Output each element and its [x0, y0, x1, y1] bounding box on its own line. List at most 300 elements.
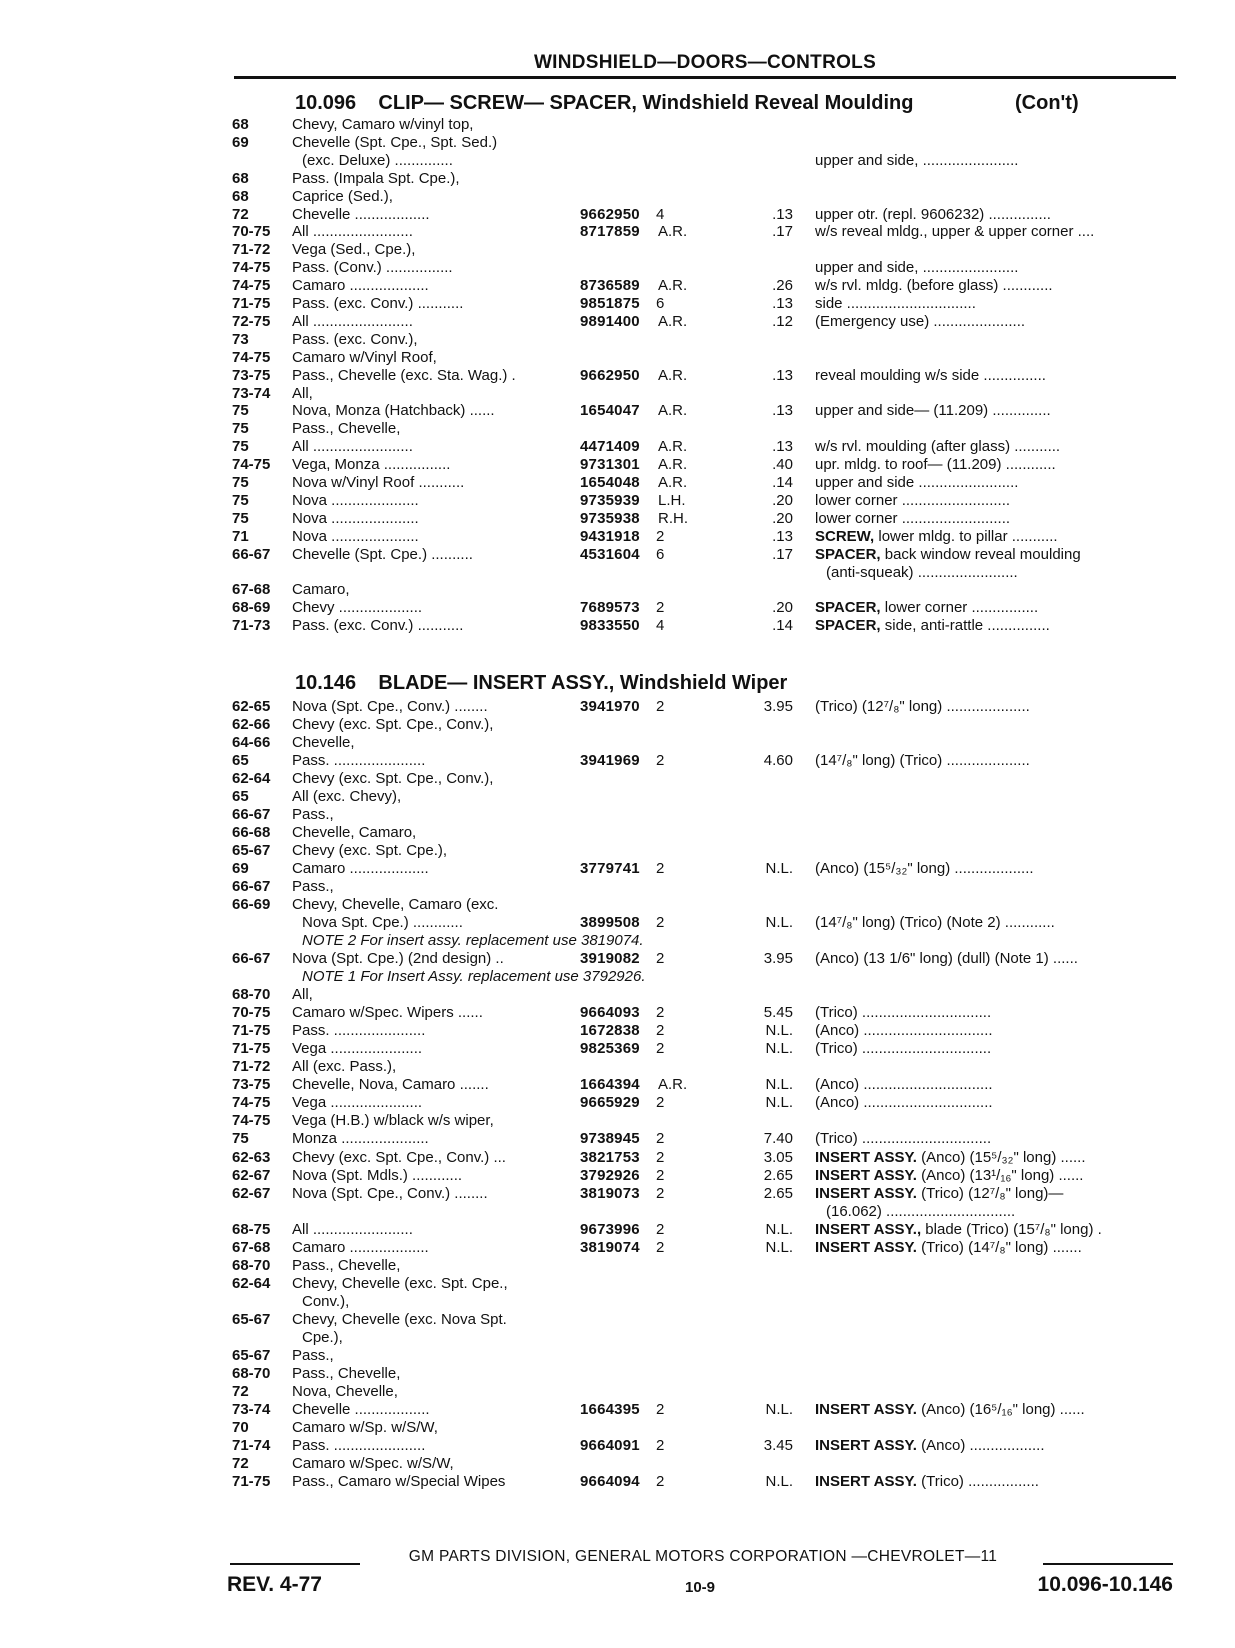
model-year: 66-67: [232, 878, 271, 896]
part-number: 4531604: [580, 545, 640, 563]
quantity: 4: [656, 617, 665, 635]
model-year: 71-75: [232, 1022, 271, 1040]
description: upper and side ........................: [815, 474, 1019, 491]
component-keyword: INSERT ASSY.: [815, 1472, 917, 1490]
table-row: [0, 1347, 1235, 1366]
quantity: 2: [656, 1166, 665, 1184]
table-row: [0, 1022, 1235, 1041]
application: Nova .....................: [292, 509, 419, 527]
part-number: 9673996: [580, 1220, 640, 1238]
quantity: R.H.: [658, 509, 688, 527]
table-row: [0, 824, 1235, 843]
table-row: [0, 770, 1235, 789]
application: Chevelle (Spt. Cpe.) ..........: [292, 545, 473, 563]
model-year: 65: [232, 788, 249, 806]
description: INSERT ASSY., blade (Trico) (15⁷/₈" long) .: [815, 1220, 1102, 1238]
quantity: 2: [656, 914, 665, 932]
description: w/s reveal mldg., upper & upper corner ....: [815, 223, 1095, 241]
application: Chevy (exc. Spt. Cpe., Conv.) ...: [292, 1148, 506, 1166]
section-range: 10.096-10.146: [1037, 1573, 1173, 1596]
price: .12: [772, 312, 793, 330]
table-row: [0, 1094, 1235, 1113]
price: .13: [772, 402, 793, 420]
description: SCREW, lower mldg. to pillar ...........: [815, 527, 1058, 545]
model-year: 71-75: [232, 1040, 271, 1058]
table-row: [0, 402, 1235, 421]
table-row: [0, 134, 1235, 153]
price: 3.95: [763, 950, 793, 968]
part-number: 1664395: [580, 1400, 640, 1418]
part-number: 9735939: [580, 491, 640, 509]
quantity: 2: [656, 1040, 665, 1058]
model-year: 66-67: [232, 545, 271, 563]
quantity: 2: [656, 752, 665, 770]
price: N.L.: [765, 860, 793, 878]
table-row: [0, 474, 1235, 493]
table-row: [0, 1112, 1235, 1131]
table-row: [0, 420, 1235, 439]
model-year: 71: [232, 527, 249, 545]
application: (exc. Deluxe) ..............: [302, 151, 453, 169]
model-year: 66-68: [232, 824, 271, 842]
price: .20: [772, 599, 793, 617]
description: INSERT ASSY. (Anco) (13¹/₁₆" long) ......: [815, 1166, 1084, 1184]
description: (anti-squeak) ........................: [826, 563, 1018, 581]
description: reveal moulding w/s side ...............: [815, 366, 1046, 384]
application: Chevelle ..................: [292, 1400, 430, 1418]
quantity: A.R.: [658, 474, 688, 491]
application: Vega (H.B.) w/black w/s wiper,: [292, 1112, 494, 1130]
table-row: [0, 188, 1235, 207]
component-keyword: INSERT ASSY.: [815, 1436, 917, 1454]
application: Chevelle (Spt. Cpe., Spt. Sed.): [292, 133, 498, 151]
application: All,: [292, 384, 313, 402]
table-row: [0, 1004, 1235, 1023]
section-number: 10.096: [295, 92, 357, 114]
table-row: [0, 914, 1235, 933]
table-row: [0, 1365, 1235, 1384]
table-row: [0, 1239, 1235, 1258]
model-year: 65-67: [232, 842, 271, 860]
application: Nova (Spt. Cpe., Conv.) ........: [292, 698, 488, 715]
quantity: 2: [656, 1436, 665, 1454]
price: 3.95: [763, 698, 793, 715]
price: .13: [772, 527, 793, 545]
page-number: 10-9: [684, 1579, 716, 1596]
model-year: 71-73: [232, 617, 271, 635]
application: Camaro ...................: [292, 1238, 429, 1256]
header-rule: [234, 76, 1176, 79]
quantity: 6: [656, 545, 665, 563]
part-number: 3919082: [580, 950, 640, 968]
model-year: 71-72: [232, 1058, 271, 1076]
table-row: [0, 206, 1235, 225]
table-row: [0, 1185, 1235, 1204]
table-row: [0, 1455, 1235, 1474]
component-keyword: SPACER,: [815, 617, 881, 635]
price: N.L.: [765, 1220, 793, 1238]
table-row: [0, 152, 1235, 171]
footer-rule-right: [1043, 1563, 1173, 1565]
price: N.L.: [765, 1238, 793, 1256]
section-continued-label: (Con't): [1015, 92, 1079, 114]
model-year: 67-68: [232, 1238, 271, 1256]
description: (Anco) (13 1/6" long) (dull) (Note 1) ......: [815, 950, 1078, 968]
table-row: [0, 295, 1235, 314]
part-number: 1672838: [580, 1022, 640, 1040]
application: Pass., Chevelle,: [292, 1256, 401, 1274]
quantity: A.R.: [658, 438, 688, 456]
application: Nova Spt. Cpe.) ............: [302, 914, 463, 932]
application: Camaro,: [292, 581, 350, 599]
component-keyword: INSERT ASSY.: [815, 1148, 917, 1166]
part-number: 9851875: [580, 295, 640, 312]
model-year: 75: [232, 1130, 249, 1148]
application: Pass.,: [292, 806, 334, 824]
table-row: [0, 385, 1235, 404]
part-number: 7689573: [580, 599, 640, 617]
table-row: [0, 1473, 1235, 1492]
table-row: [0, 1329, 1235, 1348]
page-header: WINDSHIELD—DOORS—CONTROLS: [533, 52, 877, 73]
table-row: [0, 1419, 1235, 1438]
table-row: [0, 241, 1235, 260]
description: w/s rvl. moulding (after glass) ...........: [815, 438, 1061, 456]
application: Chevy ....................: [292, 599, 423, 617]
model-year: 75: [232, 438, 249, 456]
application: Pass. ......................: [292, 1022, 426, 1040]
application: Nova (Spt. Mdls.) ............: [292, 1166, 463, 1184]
application: Camaro w/Spec. w/S/W,: [292, 1454, 454, 1472]
table-row: [0, 438, 1235, 457]
application: Chevelle, Nova, Camaro .......: [292, 1076, 489, 1094]
model-year: 68: [232, 169, 249, 187]
model-year: 62-64: [232, 1274, 271, 1292]
quantity: A.R.: [658, 223, 688, 241]
description: INSERT ASSY. (Anco) (16⁵/₁₆" long) ......: [815, 1400, 1085, 1418]
description: INSERT ASSY. (Trico) (14⁷/₈" long) .......: [815, 1238, 1082, 1256]
application: Pass. (exc. Conv.),: [292, 330, 418, 348]
application: Camaro ...................: [292, 277, 429, 295]
table-row: [0, 734, 1235, 753]
table-row: [0, 546, 1235, 565]
price: .13: [772, 295, 793, 312]
revision-label: REV. 4-77: [227, 1573, 322, 1596]
part-number: 9735938: [580, 509, 640, 527]
part-number: 9662950: [580, 366, 640, 384]
table-row: [0, 456, 1235, 475]
description: SPACER, side, anti-rattle ...............: [815, 617, 1050, 635]
price: N.L.: [765, 1040, 793, 1058]
part-number: 4471409: [580, 438, 640, 456]
model-year: 71-74: [232, 1436, 271, 1454]
application: All ........................: [292, 438, 413, 456]
application: All ........................: [292, 312, 413, 330]
price: .20: [772, 491, 793, 509]
model-year: 62-67: [232, 1166, 271, 1184]
table-row: [0, 1149, 1235, 1168]
component-keyword: SCREW,: [815, 527, 875, 545]
description: (Trico) ...............................: [815, 1004, 992, 1022]
application: Camaro w/Spec. Wipers ......: [292, 1004, 483, 1022]
quantity: 2: [656, 1184, 665, 1202]
model-year: 69: [232, 133, 249, 151]
table-row: [0, 116, 1235, 135]
application: Chevy, Camaro w/vinyl top,: [292, 116, 474, 133]
table-row: [0, 349, 1235, 368]
part-number: 3819073: [580, 1184, 640, 1202]
quantity: A.R.: [658, 1076, 688, 1094]
model-year: 62-63: [232, 1148, 271, 1166]
description: SPACER, back window reveal moulding: [815, 545, 1081, 563]
table-row: [0, 528, 1235, 547]
application: Camaro w/Vinyl Roof,: [292, 348, 437, 366]
part-number: 3941969: [580, 752, 640, 770]
model-year: 74-75: [232, 456, 271, 474]
description: w/s rvl. mldg. (before glass) ............: [815, 277, 1053, 295]
table-row: [0, 1293, 1235, 1312]
application: Chevy, Chevelle (exc. Spt. Cpe.,: [292, 1274, 508, 1292]
table-row: [0, 259, 1235, 278]
application: Monza .....................: [292, 1130, 429, 1148]
quantity: 2: [656, 1022, 665, 1040]
table-row: [0, 223, 1235, 242]
application: Pass. (Impala Spt. Cpe.),: [292, 169, 460, 187]
description: (Anco) ...............................: [815, 1094, 993, 1112]
description: (Anco) ...............................: [815, 1076, 993, 1094]
model-year: 62-67: [232, 1184, 271, 1202]
description: INSERT ASSY. (Anco) ..................: [815, 1436, 1045, 1454]
section-number: 10.146: [295, 672, 357, 694]
quantity: 2: [656, 698, 665, 715]
model-year: 65-67: [232, 1346, 271, 1364]
table-row: [0, 367, 1235, 386]
component-keyword: INSERT ASSY.,: [815, 1220, 922, 1238]
table-row: [0, 986, 1235, 1005]
model-year: 66-69: [232, 896, 271, 914]
description: (Anco) (15⁵/₃₂" long) ...................: [815, 860, 1034, 878]
description: (16.062) ...............................: [826, 1202, 1016, 1220]
description: lower corner ..........................: [815, 491, 1011, 509]
quantity: 6: [656, 295, 665, 312]
price: 5.45: [763, 1004, 793, 1022]
application: Chevy, Chevelle (exc. Nova Spt.: [292, 1310, 507, 1328]
application: Pass., Camaro w/Special Wipes: [292, 1472, 506, 1490]
part-number: 9664094: [580, 1472, 640, 1490]
description: (14⁷/₈" long) (Trico) ....................: [815, 752, 1030, 770]
part-number: 3821753: [580, 1148, 640, 1166]
model-year: 73-74: [232, 384, 271, 402]
part-number: 9665929: [580, 1094, 640, 1112]
price: N.L.: [765, 1094, 793, 1112]
application: Chevy (exc. Spt. Cpe., Conv.),: [292, 770, 494, 788]
table-row: [0, 1058, 1235, 1077]
model-year: 74-75: [232, 277, 271, 295]
part-number: 1654048: [580, 474, 640, 491]
footer-rule-left: [230, 1563, 360, 1565]
quantity: 2: [656, 1400, 665, 1418]
price: N.L.: [765, 1472, 793, 1490]
model-year: 62-64: [232, 770, 271, 788]
description: INSERT ASSY. (Trico) .................: [815, 1472, 1039, 1490]
application: Nova (Spt. Cpe.) (2nd design) ..: [292, 950, 504, 968]
model-year: 68-75: [232, 1220, 271, 1238]
application: Pass. ......................: [292, 1436, 426, 1454]
model-year: 64-66: [232, 734, 271, 752]
table-row: [0, 1130, 1235, 1149]
table-row: [0, 170, 1235, 189]
table-row: [0, 331, 1235, 350]
component-keyword: INSERT ASSY.: [815, 1166, 917, 1184]
model-year: 65: [232, 752, 249, 770]
application: All ........................: [292, 1220, 413, 1238]
table-row: [0, 1311, 1235, 1330]
component-keyword: INSERT ASSY.: [815, 1238, 917, 1256]
footer-publisher: GM PARTS DIVISION, GENERAL MOTORS CORPORATION —CHEVROLET—11: [408, 1548, 998, 1565]
table-row: [0, 1040, 1235, 1059]
application: Chevy, Chevelle, Camaro (exc.: [292, 896, 499, 914]
component-keyword: INSERT ASSY.: [815, 1184, 917, 1202]
application: All (exc. Pass.),: [292, 1058, 397, 1076]
application: Pass. (exc. Conv.) ...........: [292, 295, 464, 312]
model-year: 68-70: [232, 1364, 271, 1382]
description: upper and side, .......................: [815, 151, 1019, 169]
quantity: A.R.: [658, 312, 688, 330]
application: Nova, Chevelle,: [292, 1382, 398, 1400]
quantity: A.R.: [658, 456, 688, 474]
model-year: 70-75: [232, 223, 271, 241]
model-year: 73-75: [232, 366, 271, 384]
application: All ........................: [292, 223, 413, 241]
application: Pass. (exc. Conv.) ...........: [292, 617, 464, 635]
quantity: 2: [656, 527, 665, 545]
part-number: 9731301: [580, 456, 640, 474]
price: .40: [772, 456, 793, 474]
model-year: 68-70: [232, 1256, 271, 1274]
table-row: [0, 492, 1235, 511]
model-year: 70-75: [232, 1004, 271, 1022]
table-row: [0, 1437, 1235, 1456]
quantity: 2: [656, 1094, 665, 1112]
table-row: [0, 806, 1235, 825]
description: lower corner ..........................: [815, 509, 1011, 527]
table-row: [0, 1275, 1235, 1294]
quantity: 2: [656, 1238, 665, 1256]
table-row: [0, 752, 1235, 771]
quantity: 4: [656, 205, 665, 223]
model-year: 72-75: [232, 312, 271, 330]
price: .26: [772, 277, 793, 295]
model-year: 66-67: [232, 950, 271, 968]
part-number: 8736589: [580, 277, 640, 295]
quantity: 2: [656, 950, 665, 968]
application: Chevy (exc. Spt. Cpe., Conv.),: [292, 716, 494, 734]
model-year: 71-72: [232, 241, 271, 259]
application: Pass., Chevelle,: [292, 1364, 401, 1382]
model-year: 70: [232, 1418, 249, 1436]
description: (Trico) ...............................: [815, 1040, 992, 1058]
application: Caprice (Sed.),: [292, 187, 393, 205]
table-row: [0, 896, 1235, 915]
part-number: 9833550: [580, 617, 640, 635]
model-year: 62-65: [232, 698, 271, 715]
price: .13: [772, 438, 793, 456]
part-number: 9738945: [580, 1130, 640, 1148]
quantity: A.R.: [658, 402, 688, 420]
table-row: [0, 1203, 1235, 1222]
model-year: 66-67: [232, 806, 271, 824]
part-number: 3941970: [580, 698, 640, 715]
table-row: [0, 932, 1235, 951]
table-row: [0, 1401, 1235, 1420]
description: (14⁷/₈" long) (Trico) (Note 2) ............: [815, 914, 1055, 932]
table-row: [0, 510, 1235, 529]
model-year: 72: [232, 1454, 249, 1472]
quantity: A.R.: [658, 277, 688, 295]
application: NOTE 1 For Insert Assy. replacement use 3792926.: [302, 968, 646, 986]
price: 2.65: [763, 1166, 793, 1184]
description: (Trico) (12⁷/₈" long) ....................: [815, 698, 1030, 715]
application: Chevelle ..................: [292, 205, 430, 223]
model-year: 75: [232, 402, 249, 420]
price: 2.65: [763, 1184, 793, 1202]
price: .13: [772, 366, 793, 384]
application: Camaro ...................: [292, 860, 429, 878]
section-heading: CLIP— SCREW— SPACER, Windshield Reveal Moulding: [378, 92, 914, 114]
part-number: 3779741: [580, 860, 640, 878]
quantity: 2: [656, 599, 665, 617]
part-number: 1664394: [580, 1076, 640, 1094]
part-number: 3792926: [580, 1166, 640, 1184]
model-year: 74-75: [232, 1094, 271, 1112]
quantity: A.R.: [658, 366, 688, 384]
model-year: 71-75: [232, 1472, 271, 1490]
model-year: 74-75: [232, 259, 271, 277]
price: N.L.: [765, 914, 793, 932]
table-row: [0, 313, 1235, 332]
table-row: [0, 698, 1235, 717]
table-row: [0, 564, 1235, 583]
model-year: 75: [232, 474, 249, 491]
price: .14: [772, 617, 793, 635]
description: upper otr. (repl. 9606232) ...............: [815, 205, 1051, 223]
price: 7.40: [763, 1130, 793, 1148]
application: Chevelle, Camaro,: [292, 824, 417, 842]
price: N.L.: [765, 1022, 793, 1040]
part-number: 9662950: [580, 205, 640, 223]
description: INSERT ASSY. (Trico) (12⁷/₈" long)—: [815, 1184, 1064, 1202]
model-year: 68-70: [232, 986, 271, 1004]
price: .20: [772, 509, 793, 527]
quantity: 2: [656, 1148, 665, 1166]
table-row: [0, 878, 1235, 897]
description: upper and side— (11.209) ..............: [815, 402, 1051, 420]
application: Camaro w/Sp. w/S/W,: [292, 1418, 438, 1436]
table-row: [0, 716, 1235, 735]
table-row: [0, 1221, 1235, 1240]
application: Pass., Chevelle (exc. Sta. Wag.) .: [292, 366, 516, 384]
model-year: 73: [232, 330, 249, 348]
table-row: [0, 1167, 1235, 1186]
description: (Emergency use) ......................: [815, 312, 1026, 330]
component-keyword: INSERT ASSY.: [815, 1400, 917, 1418]
model-year: 72: [232, 205, 249, 223]
model-year: 65-67: [232, 1310, 271, 1328]
application: Vega, Monza ................: [292, 456, 451, 474]
table-row: [0, 277, 1235, 296]
quantity: 2: [656, 1130, 665, 1148]
application: NOTE 2 For insert assy. replacement use 3819074.: [302, 932, 644, 950]
